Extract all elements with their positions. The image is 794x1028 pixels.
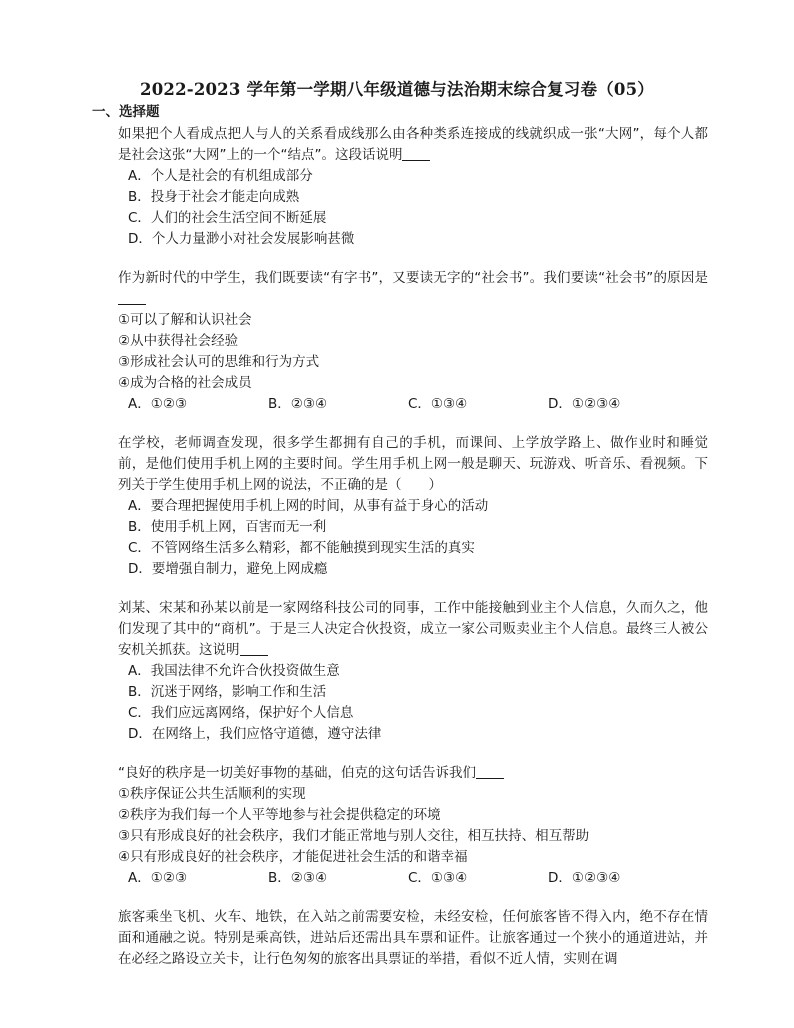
statement-3: ③只有形成良好的社会秩序，我们才能正常地与别人交往，相互扶持、相互帮助 [118, 828, 590, 844]
page-title: 2022-2023 学年第一学期八年级道德与法治期末综合复习卷（05） [140, 80, 654, 99]
statement-2: ②秩序为我们每一个人平等地参与社会提供稳定的环境 [118, 807, 441, 823]
option-c: C．不管网络生活多么精彩，都不能触摸到现实生活的真实 [128, 540, 475, 556]
option-d: D．在网络上，我们应恪守道德，遵守法律 [128, 726, 382, 742]
option-c: C．①③④ [408, 870, 468, 886]
question-3 [118, 433, 708, 580]
question-stem: “良好的秩序是一切美好事物的基础，伯克的这句话告诉我们 [118, 765, 476, 781]
option-a: A．要合理把握使用手机上网的时间，从事有益于身心的活动 [128, 498, 489, 514]
question-1 [118, 124, 708, 250]
option-d: D．①②③④ [548, 396, 621, 412]
question-stem: 在学校，老师调查发现，很多学生都拥有自己的手机，而课间、上学放学路上、做作业时和睡觉前，是他们使用手机上网的主要时间。学生用手机上网一般是聊天、玩游戏、听音乐、看视频。下列关于学生使用手机上网的说法，不正确的是（ ） [118, 435, 708, 493]
section-heading: 一、选择题 [92, 104, 160, 120]
statement-1: ①秩序保证公共生活顺利的实现 [118, 786, 306, 802]
options-row [118, 868, 708, 889]
statement-4: ④成为合格的社会成员 [118, 375, 252, 391]
statement-1: ①可以了解和认识社会 [118, 312, 252, 328]
question-4 [118, 598, 708, 745]
option-d: D．个人力量渺小对社会发展影响甚微 [128, 231, 355, 247]
question-2 [118, 268, 708, 415]
answer-blank [402, 146, 430, 161]
answer-blank [240, 641, 268, 656]
statement-2: ②从中获得社会经验 [118, 333, 239, 349]
option-d: D．要增强自制力，避免上网成瘾 [128, 561, 328, 577]
question-5 [118, 763, 708, 889]
option-b: B．②③④ [268, 870, 328, 886]
option-b: B．使用手机上网，百害而无一利 [128, 519, 327, 535]
statement-4: ④只有形成良好的社会秩序，才能促进社会生活的和谐幸福 [118, 849, 468, 865]
option-b: B．投身于社会才能走向成熟 [128, 189, 300, 205]
option-a: A．①②③ [128, 870, 188, 886]
answer-blank [476, 764, 504, 779]
option-c: C．我们应远离网络，保护好个人信息 [128, 705, 354, 721]
question-6 [118, 907, 708, 970]
question-stem: 刘某、宋某和孙某以前是一家网络科技公司的同事，工作中能接触到业主个人信息，久而久之，他们发现了其中的“商机”。于是三人决定合伙投资，成立一家公司贩卖业主个人信息。最终三人被公安机关抓获。这说明 [118, 600, 708, 658]
options-row [118, 394, 708, 415]
answer-blank [118, 290, 146, 305]
option-b: B．沉迷于网络，影响工作和生活 [128, 684, 327, 700]
option-c: C．①③④ [408, 396, 468, 412]
option-b: B．②③④ [268, 396, 328, 412]
option-a: A．我国法律不允许合伙投资做生意 [128, 663, 340, 679]
statement-3: ③形成社会认可的思维和行为方式 [118, 354, 320, 370]
option-d: D．①②③④ [548, 870, 621, 886]
question-list [118, 124, 708, 988]
option-c: C．人们的社会生活空间不断延展 [128, 210, 327, 226]
option-a: A．个人是社会的有机组成部分 [128, 168, 313, 184]
question-stem: 旅客乘坐飞机、火车、地铁，在入站之前需要安检，未经安检，任何旅客皆不得入内，绝不存在情面和通融之说。特别是乘高铁，进站后还需出具车票和证件。让旅客通过一个狭小的通道进站，并在必经之路设立关卡，让行色匆匆的旅客出具票证的举措，看似不近人情，实则在调 [118, 909, 708, 967]
option-a: A．①②③ [128, 396, 188, 412]
question-stem: 作为新时代的中学生，我们既要读“有字书”，又要读无字的“社会书”。我们要读“社会书”的原因是 [118, 270, 708, 286]
question-stem: 如果把个人看成点把人与人的关系看成线那么由各种类系连接成的线就织成一张“大网”，每个人都是社会这张“大网”上的一个“结点”。这段话说明 [118, 126, 708, 163]
